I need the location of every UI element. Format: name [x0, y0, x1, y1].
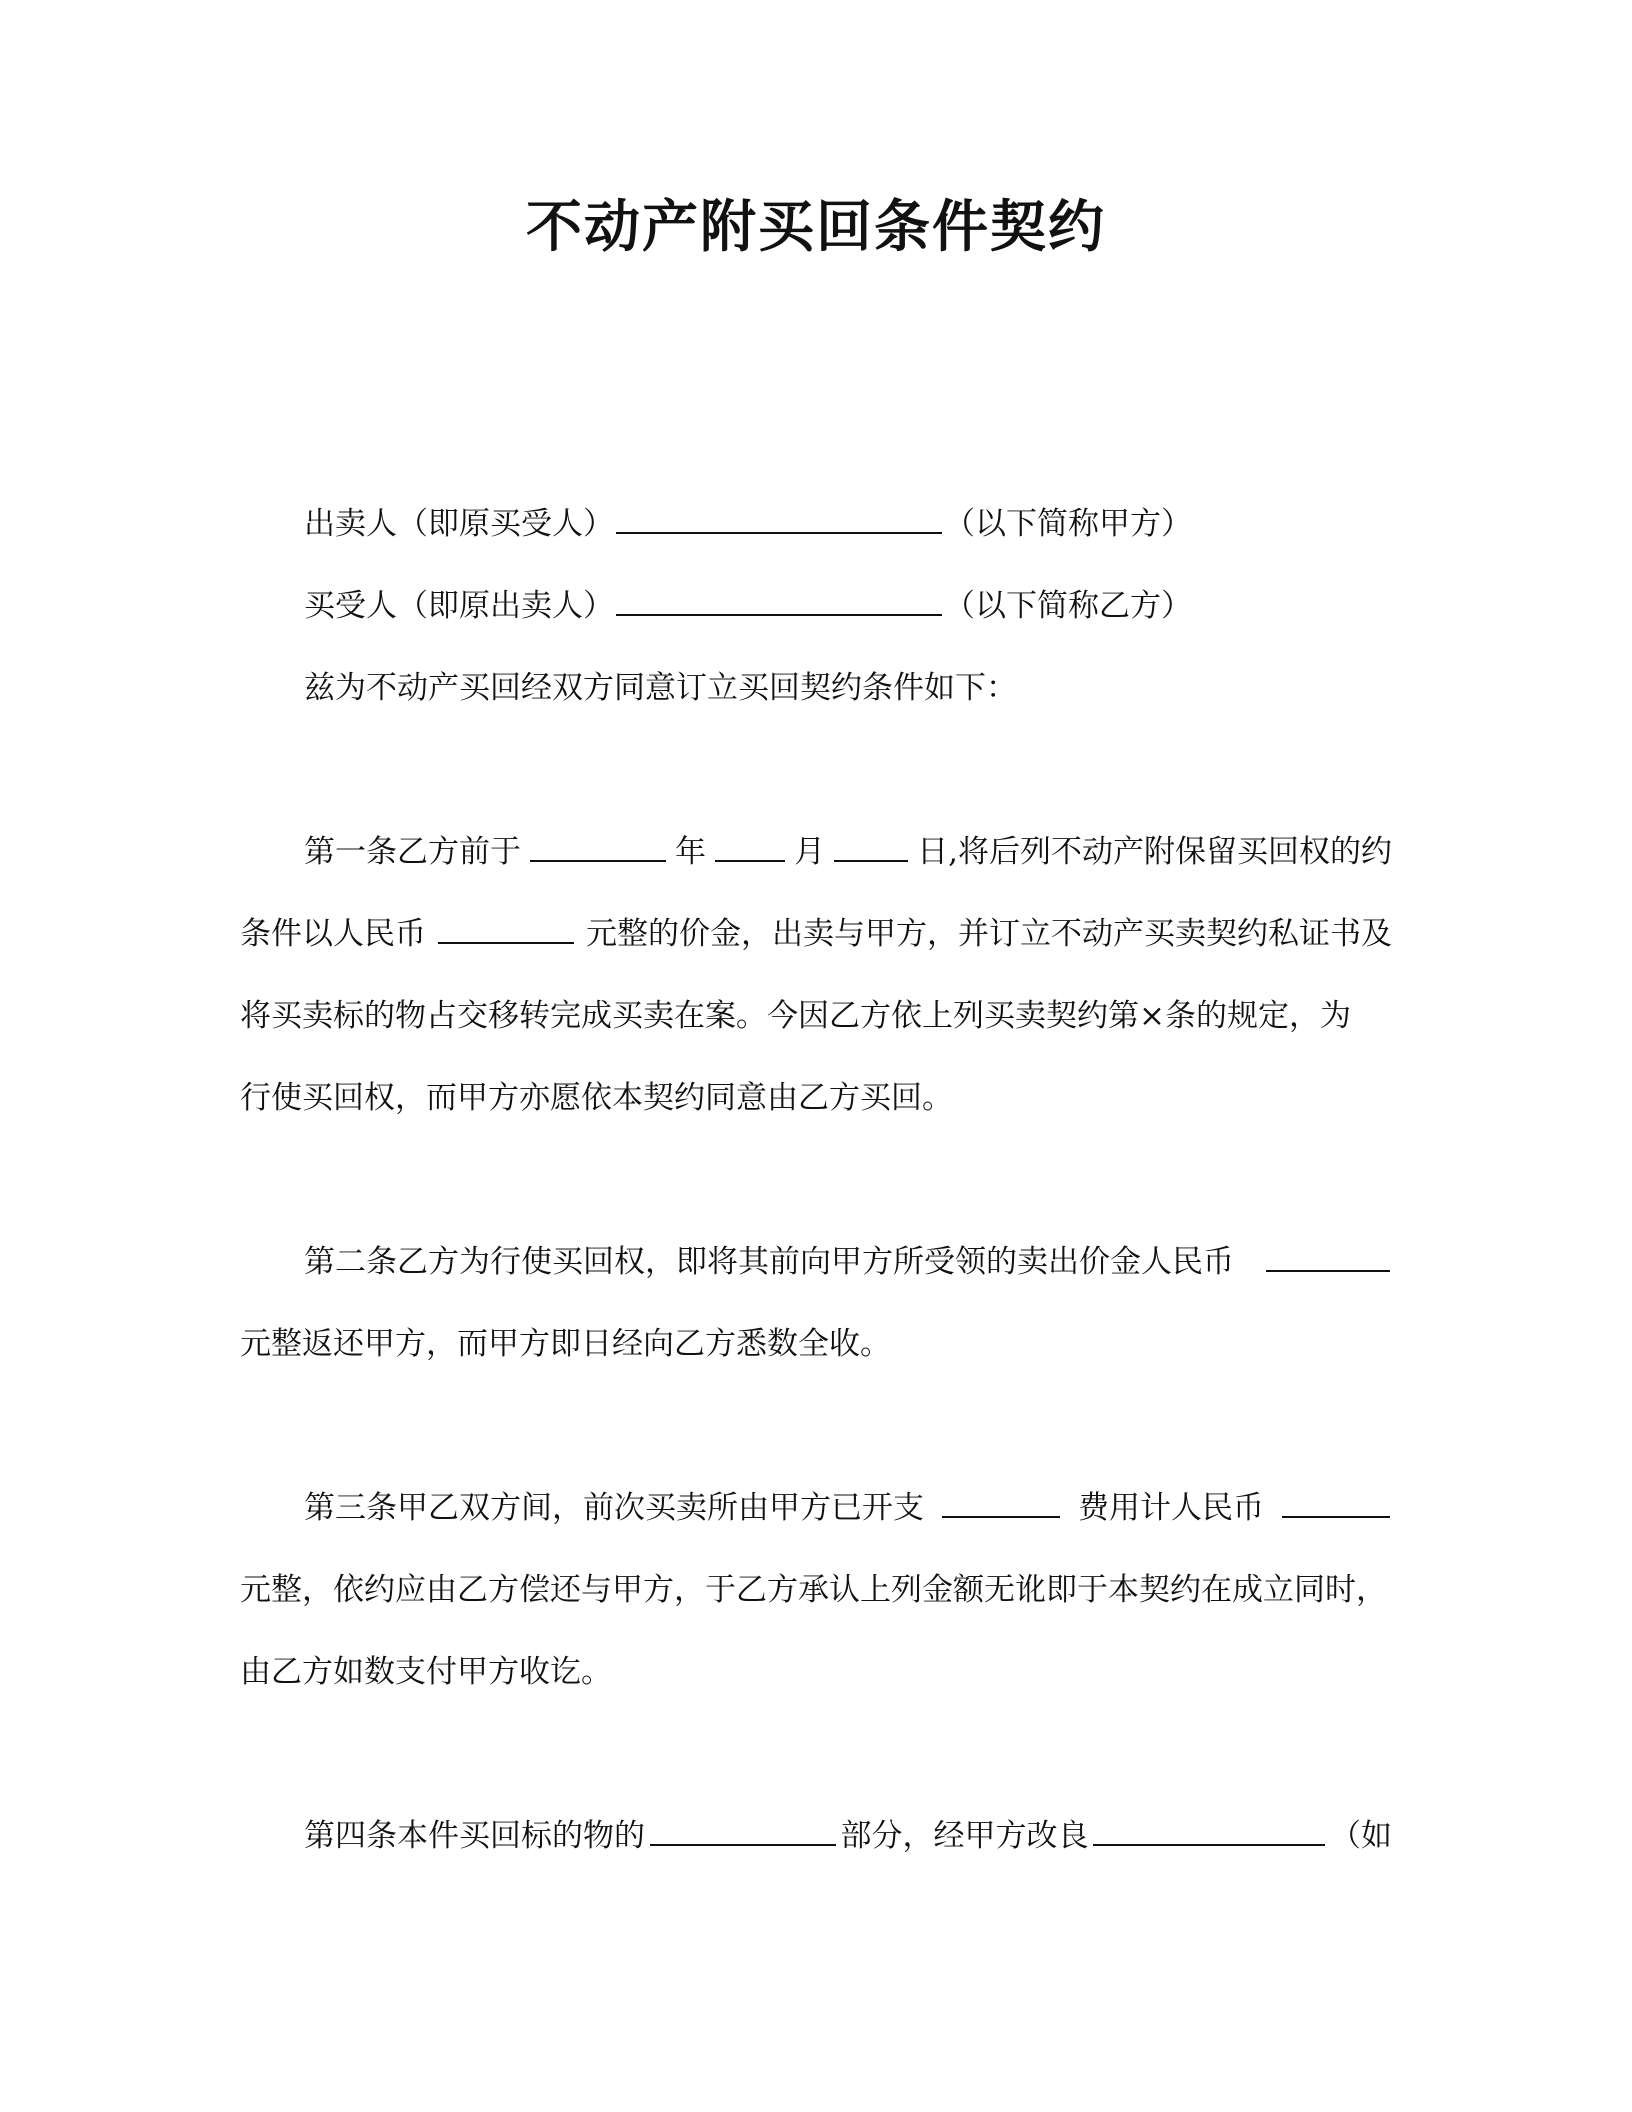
article3-line1-a: 第三条甲乙双方间，前次买卖所由甲方已开支 [304, 1490, 924, 1526]
buyer-line [240, 584, 1392, 628]
seller-suffix: （以下简称甲方） [944, 506, 1192, 542]
article3-line1 [240, 1486, 1392, 1530]
buyer-label: 买受人（即原出卖人） [304, 588, 614, 624]
article1-text-a: 第一条乙方前于 [304, 834, 521, 870]
article1-text-b: 日,将后列不动产附保留买回权的约 [917, 834, 1392, 870]
article3-expense-blank [942, 1486, 1060, 1518]
buyer-name-blank [616, 584, 942, 616]
article2-line2: 元整返还甲方，而甲方即日经向乙方悉数全收。 [240, 1326, 891, 1362]
article2-line1 [240, 1240, 1392, 1284]
seller-line [240, 502, 1392, 546]
article1-line3: 将买卖标的物占交移转完成买卖在案。今因乙方依上列买卖契约第×条的规定，为 [240, 998, 1351, 1034]
document-title: 不动产附买回条件契约 [526, 195, 1106, 260]
article1-year-blank [530, 830, 666, 862]
preamble: 兹为不动产买回经双方同意订立买回契约条件如下： [304, 670, 1017, 706]
article4-part-blank [650, 1814, 836, 1846]
seller-name-blank [616, 502, 942, 534]
article2-line1-text: 第二条乙方为行使买回权，即将其前向甲方所受领的卖出价金人民币 [304, 1244, 1234, 1280]
article4-line1-b: 部分，经甲方改良 [840, 1818, 1089, 1854]
article4-improvement-blank [1093, 1814, 1325, 1846]
article2-amount-blank [1266, 1240, 1390, 1272]
article1-price-blank [438, 912, 574, 944]
article1-line4: 行使买回权，而甲方亦愿依本契约同意由乙方买回。 [240, 1080, 953, 1116]
article1-line2-b: 元整的价金，出卖与甲方，并订立不动产买卖契约私证书及 [586, 916, 1392, 952]
article3-line1-b: 费用计人民币 [1078, 1490, 1264, 1526]
article1-line2 [240, 912, 1392, 956]
article1-year-label: 年 [675, 834, 707, 870]
article1-line1 [240, 830, 1392, 874]
article4-line1-a: 第四条本件买回标的物的 [304, 1818, 645, 1854]
article1-month-label: 月 [794, 834, 826, 870]
article1-line2-a: 条件以人民币 [240, 916, 426, 952]
article1-month-blank [715, 830, 785, 862]
article4-line1-c: （如 [1330, 1818, 1392, 1854]
article1-day-blank [834, 830, 908, 862]
article3-amount-blank [1282, 1486, 1390, 1518]
seller-label: 出卖人（即原买受人） [304, 506, 614, 542]
buyer-suffix: （以下简称乙方） [944, 588, 1192, 624]
article3-line3: 由乙方如数支付甲方收讫。 [240, 1654, 612, 1690]
article4-line1 [240, 1814, 1392, 1858]
article3-line2: 元整，依约应由乙方偿还与甲方，于乙方承认上列金额无讹即于本契约在成立同时， [240, 1572, 1387, 1608]
